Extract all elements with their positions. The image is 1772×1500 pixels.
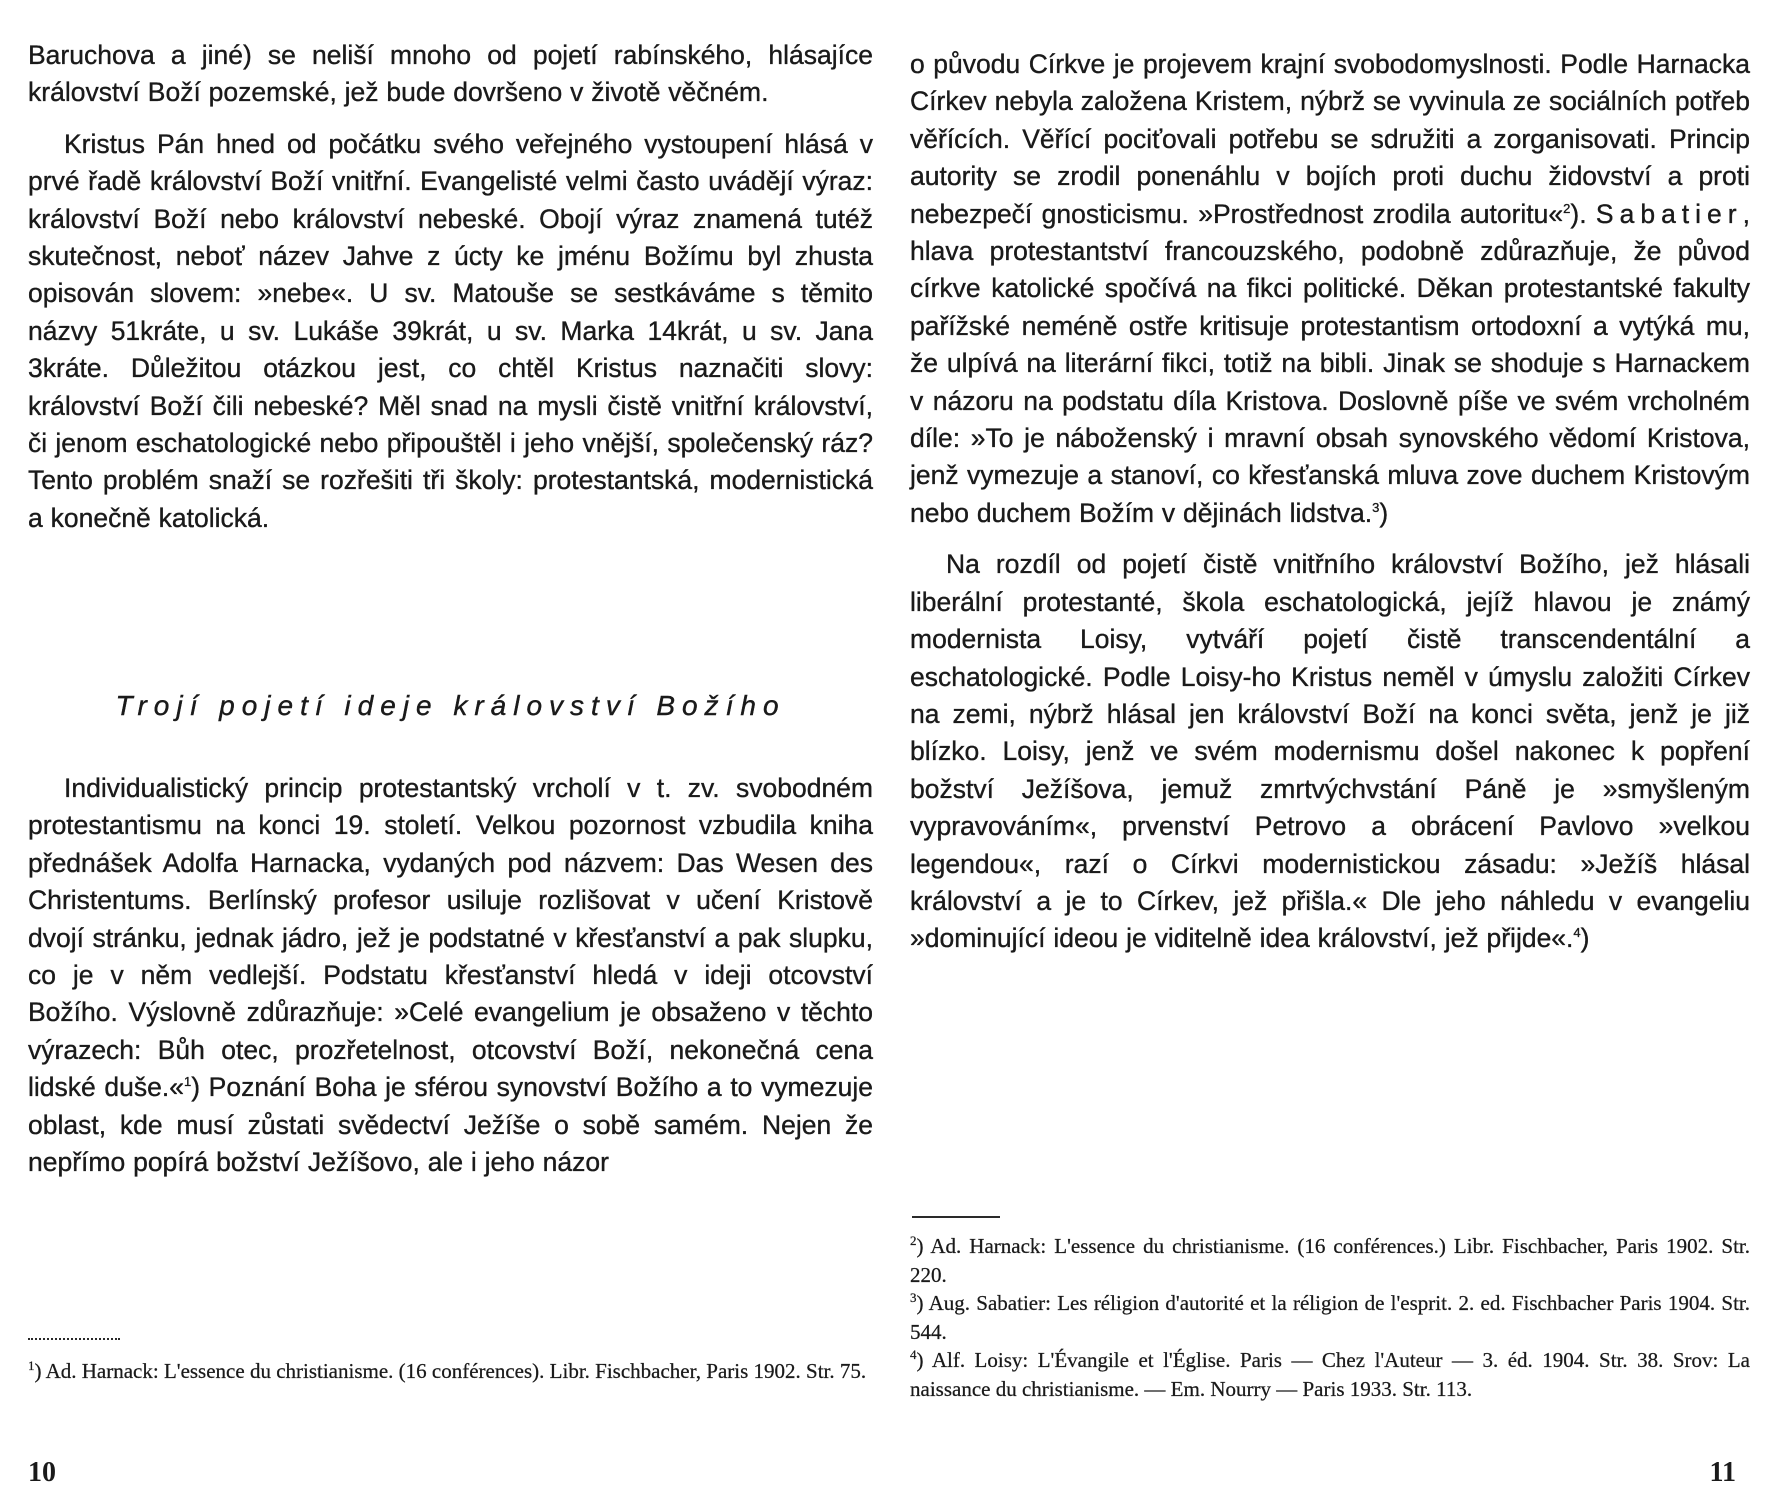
footnote-text: ) Ad. Harnack: L'essence du christianisme. (16 conférences.) Libr. Fischbacher, Paris 1902. Str. 220. bbox=[910, 1234, 1750, 1287]
footnote-separator bbox=[28, 1338, 120, 1340]
left-page bbox=[28, 0, 873, 1500]
footnotes bbox=[28, 1357, 873, 1386]
footnote-mark: 4 bbox=[1573, 925, 1581, 941]
footnote-mark: 3 bbox=[1372, 500, 1380, 516]
paragraph-text: Individualistický princip protestantský vrcholí v t. zv. svobodném protestantismu na konci 19. století. Velkou pozornost vzbudila kniha přednášek Adolfa Harnacka, vydaných pod názvem: Das Wesen des Christentums. Berlínský profesor usiluje rozlišovat v učení Kristově dvojí stránku, jednak jádro, jež je podstatné v křesťanství a pak slupku, co je v něm vedlejší. Podstatu křesťanství hledá v ideji otcovství Božího. Výslovně zdůrazňuje: »Celé evangelium je obsaženo v těchto výrazech: Bůh otec, prozřetelnost, otcovství Boží, nekonečná cena lidské duše.« bbox=[28, 773, 873, 1103]
footnote-separator bbox=[912, 1216, 1000, 1218]
paragraph: Kristus Pán hned od počátku svého veřejného vystoupení hlásá v prvé řadě království Boží vnitřní. Evangelisté velmi často uvádějí výraz: království Boží nebo království nebeské. Obojí výraz znamená tutéž skutečnost, neboť název Jahve z úcty ke jménu Božímu byl zhusta opisován slovem: »nebe«. U sv. Matouše se sestkáváme s těmito názvy 51kráte, u sv. Lukáše 39krát, u sv. Marka 14krát, u sv. Jana 3kráte. Důležitou otázkou jest, co chtěl Kristus naznačiti slovy: království Boží čili nebeské? Měl snad na mysli čistě vnitřní království, či jenom eschatologické nebo připouštěl i jeho vnější, společenský ráz? Tento problém snaží se rozřešiti tři školy: protestantská, modernistická a konečně katolická. bbox=[28, 128, 873, 533]
paragraph-text: ) Poznání Boha je sférou synovství Božího a to vymezuje oblast, kde musí zůstati svědectví Ježíše o sobě samém. Nejen že nepřímo popírá božství Ježíšovo, ale i jeho názor bbox=[28, 1072, 873, 1178]
paragraph-text: , hlava protestantství francouzského, podobně zdůrazňuje, že původ církve katolické spočívá na fikci politické. Děkan protestantské fakulty pařížské neméně ostře kritisuje protestantism ortodoxní a vytýká mu, že ulpívá na literární fikci, totiž na bibli. Jinak se shoduje s Harnackem v názoru na podstatu díla Kristova. Doslovně píše ve svém vrcholném díle: »To je náboženský i mravní obsah synovského vědomí Kristova, jenž vymezuje a stanoví, co křesťanská mluva zove duchem Kristovým nebo duchem Božím v dějinách lidstva. bbox=[910, 198, 1750, 528]
left-page-body-top bbox=[28, 37, 873, 537]
footnote-mark: 1 bbox=[28, 1358, 35, 1373]
footnotes bbox=[910, 1232, 1750, 1403]
footnote bbox=[910, 1289, 1750, 1346]
page-number: 10 bbox=[28, 1457, 56, 1488]
footnote-mark: 2 bbox=[910, 1233, 917, 1248]
paragraph-text: ) bbox=[1379, 497, 1389, 528]
paragraph bbox=[28, 770, 873, 1181]
footnote bbox=[910, 1346, 1750, 1403]
paragraph-continued bbox=[910, 46, 1750, 532]
footnote-text: ) Aug. Sabatier: Les réligion d'autorité et la réligion de l'esprit. 2. ed. Fischbacher Paris 1904. Str. 544. bbox=[910, 1291, 1750, 1344]
paragraph-continued: Baruchova a jiné) se neliší mnoho od pojetí rabínského, hlásajíce království Boží pozemské, jež bude dovršeno v životě věčném. bbox=[28, 40, 873, 108]
paragraph-text: ) bbox=[1580, 923, 1590, 954]
right-page-body bbox=[910, 46, 1750, 958]
footnote-text: ) Ad. Harnack: L'essence du christianisme. (16 conférences). Libr. Fischbacher, Paris 1902. Str. 75. bbox=[34, 1359, 867, 1383]
paragraph-text: o původu Církve je projevem krajní svobodomyslnosti. Podle Harnacka Církev nebyla založena Kristem, nýbrž se vyvinula ze sociálních potřeb věřících. Věřící pociťovali potřebu se sdružiti a zorganisovati. Princip autority se zrodil ponenáhlu v bojích proti duchu židovství a proti nebezpečí gnosticismu. »Prostřednost zrodila autoritu« bbox=[910, 49, 1750, 229]
left-page-body-bottom bbox=[28, 770, 873, 1181]
paragraph-text: Na rozdíl od pojetí čistě vnitřního království Božího, jež hlásali liberální protestanté, škola eschatologická, jejíž hlavou je známý modernista Loisy, vytváří pojetí čistě transcendentální a eschatologické. Podle Loisy-ho Kristus neměl v úmyslu založiti Církev na zemi, nýbrž hlásal jen království Boží na konci světa, jenž je již blízko. Loisy, jenž ve svém modernismu došel nakonec k popření božství Ježíšova, jemuž zmrtvýchvstání Páně je »smyšleným vypravováním«, prvenství Petrovo a obrácení Pavlovo »velkou legendou«, razí o Církvi modernistickou zásadu: »Ježíš hlásal království a je to Církev, jež přišla.« Dle jeho náhledu v evangeliu »dominující ideou je viditelně idea království, jež přijde«. bbox=[910, 549, 1750, 954]
paragraph bbox=[910, 546, 1750, 957]
paragraph-text: ). bbox=[1570, 198, 1596, 229]
right-page bbox=[910, 0, 1750, 1500]
footnote-text: ) Alf. Loisy: L'Évangile et l'Église. Paris — Chez l'Auteur — 3. éd. 1904. Str. 38. Srov: La naissance du christianisme. — Em. Nourry — Paris 1933. Str. 113. bbox=[910, 1348, 1750, 1401]
footnote-mark: 1 bbox=[183, 1074, 192, 1090]
footnote bbox=[910, 1232, 1750, 1289]
footnote-mark: 3 bbox=[910, 1290, 917, 1305]
spaced-name: Sabatier bbox=[1595, 198, 1743, 229]
footnote bbox=[28, 1357, 873, 1386]
page-number: 11 bbox=[1709, 1457, 1736, 1488]
footnote-mark: 2 bbox=[1563, 200, 1571, 216]
footnote-mark: 4 bbox=[910, 1347, 917, 1362]
section-heading: Trojí pojetí ideje království Božího bbox=[115, 690, 786, 721]
